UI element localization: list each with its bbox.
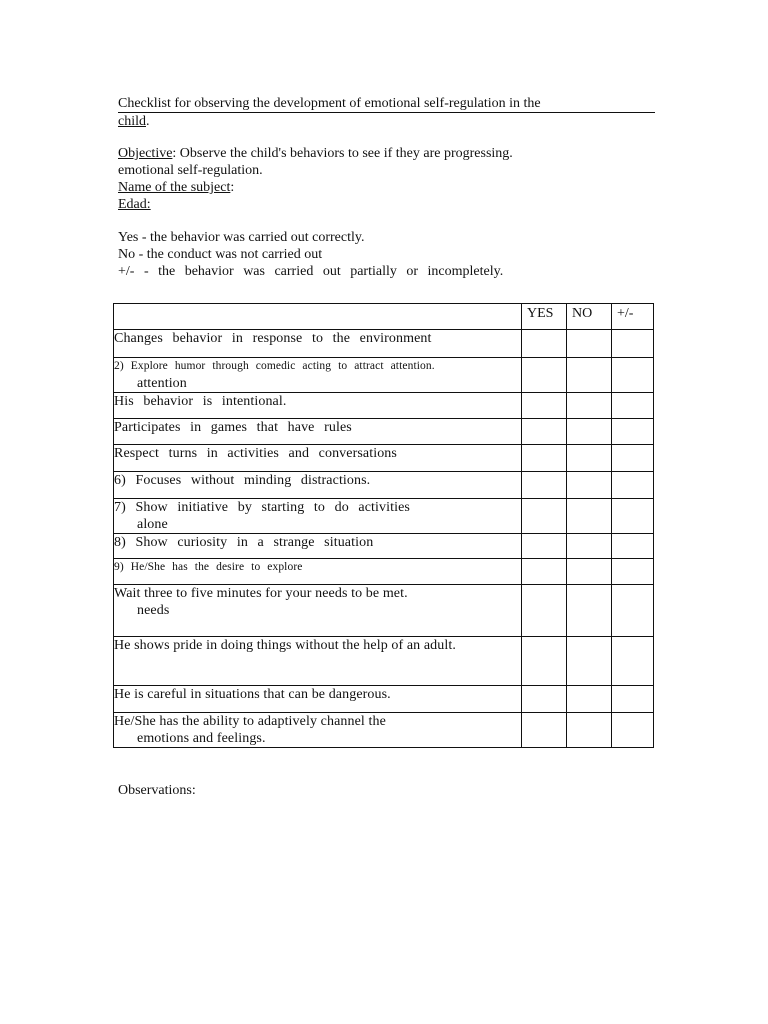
objective-label: Objective — [118, 146, 173, 161]
behavior-text-continuation: emotions and feelings. — [137, 731, 266, 746]
legend-partial: +/- - the behavior was carried out partially or incompletely. — [118, 264, 504, 279]
partial-checkbox-cell[interactable] — [612, 330, 654, 358]
no-checkbox-cell[interactable] — [567, 419, 612, 445]
objective-continuation: emotional self-regulation. — [118, 163, 263, 178]
document-title — [118, 95, 658, 130]
behavior-item — [114, 330, 522, 358]
no-checkbox-cell[interactable] — [567, 713, 612, 748]
yes-checkbox-cell[interactable] — [522, 559, 567, 585]
table-row — [114, 330, 654, 358]
partial-checkbox-cell[interactable] — [612, 499, 654, 534]
behavior-text: Changes behavior in response to the environment — [114, 331, 432, 346]
title-child-word: child — [118, 114, 146, 129]
behavior-text: Respect turns in activities and conversations — [114, 446, 397, 461]
yes-checkbox-cell[interactable] — [522, 686, 567, 713]
partial-checkbox-cell[interactable] — [612, 534, 654, 559]
table-row — [114, 713, 654, 748]
table-row — [114, 499, 654, 534]
behavior-text: 9) He/She has the desire to explore — [114, 561, 303, 573]
header-partial: +/- — [612, 304, 654, 330]
table-row — [114, 585, 654, 637]
partial-checkbox-cell[interactable] — [612, 445, 654, 472]
yes-checkbox-cell[interactable] — [522, 358, 567, 393]
table-row — [114, 393, 654, 419]
no-checkbox-cell[interactable] — [567, 330, 612, 358]
yes-checkbox-cell[interactable] — [522, 499, 567, 534]
yes-checkbox-cell[interactable] — [522, 445, 567, 472]
behavior-item — [114, 499, 522, 534]
behavior-text: He/She has the ability to adaptively channel the — [114, 714, 386, 729]
table-row — [114, 419, 654, 445]
behavior-item — [114, 445, 522, 472]
behavior-text: He is careful in situations that can be dangerous. — [114, 687, 391, 702]
checklist-table — [113, 303, 654, 748]
behavior-text: He shows pride in doing things without the help of an adult. — [114, 638, 456, 653]
behavior-text: 7) Show initiative by starting to do activities — [114, 500, 410, 515]
no-checkbox-cell[interactable] — [567, 445, 612, 472]
behavior-item — [114, 585, 522, 637]
title-period: . — [146, 114, 150, 129]
table-row — [114, 686, 654, 713]
behavior-item — [114, 534, 522, 559]
subject-name-label: Name of the subject — [118, 180, 231, 195]
yes-checkbox-cell[interactable] — [522, 330, 567, 358]
no-checkbox-cell[interactable] — [567, 637, 612, 686]
table-row — [114, 472, 654, 499]
objective-text: : Observe the child's behaviors to see if they are progressing. — [172, 146, 513, 161]
header-behavior-cell — [114, 304, 522, 330]
legend-section — [118, 229, 503, 280]
partial-checkbox-cell[interactable] — [612, 686, 654, 713]
behavior-text: Wait three to five minutes for your needs to be met. — [114, 586, 408, 601]
behavior-text: 8) Show curiosity in a strange situation — [114, 535, 374, 550]
behavior-text: 2) Explore humor through comedic acting to attract attention. — [114, 360, 435, 372]
partial-checkbox-cell[interactable] — [612, 393, 654, 419]
behavior-item — [114, 686, 522, 713]
age-label: Edad: — [118, 197, 151, 212]
meta-section — [118, 145, 513, 213]
behavior-text-continuation: needs — [137, 603, 170, 618]
partial-checkbox-cell[interactable] — [612, 585, 654, 637]
table-row — [114, 637, 654, 686]
table-row — [114, 358, 654, 393]
observations-label: Observations: — [118, 783, 196, 798]
header-yes: YES — [522, 304, 567, 330]
behavior-text: His behavior is intentional. — [114, 394, 287, 409]
no-checkbox-cell[interactable] — [567, 585, 612, 637]
title-line-1: Checklist for observing the development of emotional self-regulation in the — [118, 95, 655, 113]
objective-line — [118, 145, 513, 162]
legend-no: No - the conduct was not carried out — [118, 247, 323, 262]
behavior-text-continuation: attention — [137, 376, 187, 391]
behavior-item — [114, 419, 522, 445]
subject-name-colon: : — [230, 180, 235, 195]
behavior-item — [114, 637, 522, 686]
table-row — [114, 534, 654, 559]
table-row — [114, 445, 654, 472]
no-checkbox-cell[interactable] — [567, 534, 612, 559]
age-line — [118, 196, 513, 213]
no-checkbox-cell[interactable] — [567, 393, 612, 419]
yes-checkbox-cell[interactable] — [522, 534, 567, 559]
no-checkbox-cell[interactable] — [567, 499, 612, 534]
behavior-item — [114, 559, 522, 585]
yes-checkbox-cell[interactable] — [522, 419, 567, 445]
no-checkbox-cell[interactable] — [567, 559, 612, 585]
no-checkbox-cell[interactable] — [567, 358, 612, 393]
yes-checkbox-cell[interactable] — [522, 472, 567, 499]
partial-checkbox-cell[interactable] — [612, 559, 654, 585]
behavior-text: 6) Focuses without minding distractions. — [114, 473, 371, 488]
no-checkbox-cell[interactable] — [567, 686, 612, 713]
subject-name-line — [118, 179, 513, 196]
behavior-item — [114, 358, 522, 393]
header-no: NO — [567, 304, 612, 330]
partial-checkbox-cell[interactable] — [612, 472, 654, 499]
partial-checkbox-cell[interactable] — [612, 713, 654, 748]
yes-checkbox-cell[interactable] — [522, 713, 567, 748]
partial-checkbox-cell[interactable] — [612, 637, 654, 686]
partial-checkbox-cell[interactable] — [612, 358, 654, 393]
behavior-item — [114, 393, 522, 419]
no-checkbox-cell[interactable] — [567, 472, 612, 499]
table-header-row — [114, 304, 654, 330]
partial-checkbox-cell[interactable] — [612, 419, 654, 445]
legend-yes: Yes - the behavior was carried out correctly. — [118, 230, 365, 245]
behavior-item — [114, 472, 522, 499]
table-row — [114, 559, 654, 585]
behavior-text-continuation: alone — [137, 517, 168, 532]
title-line-2 — [118, 113, 150, 130]
behavior-item — [114, 713, 522, 748]
behavior-text: Participates in games that have rules — [114, 420, 352, 435]
yes-checkbox-cell[interactable] — [522, 637, 567, 686]
yes-checkbox-cell[interactable] — [522, 585, 567, 637]
yes-checkbox-cell[interactable] — [522, 393, 567, 419]
